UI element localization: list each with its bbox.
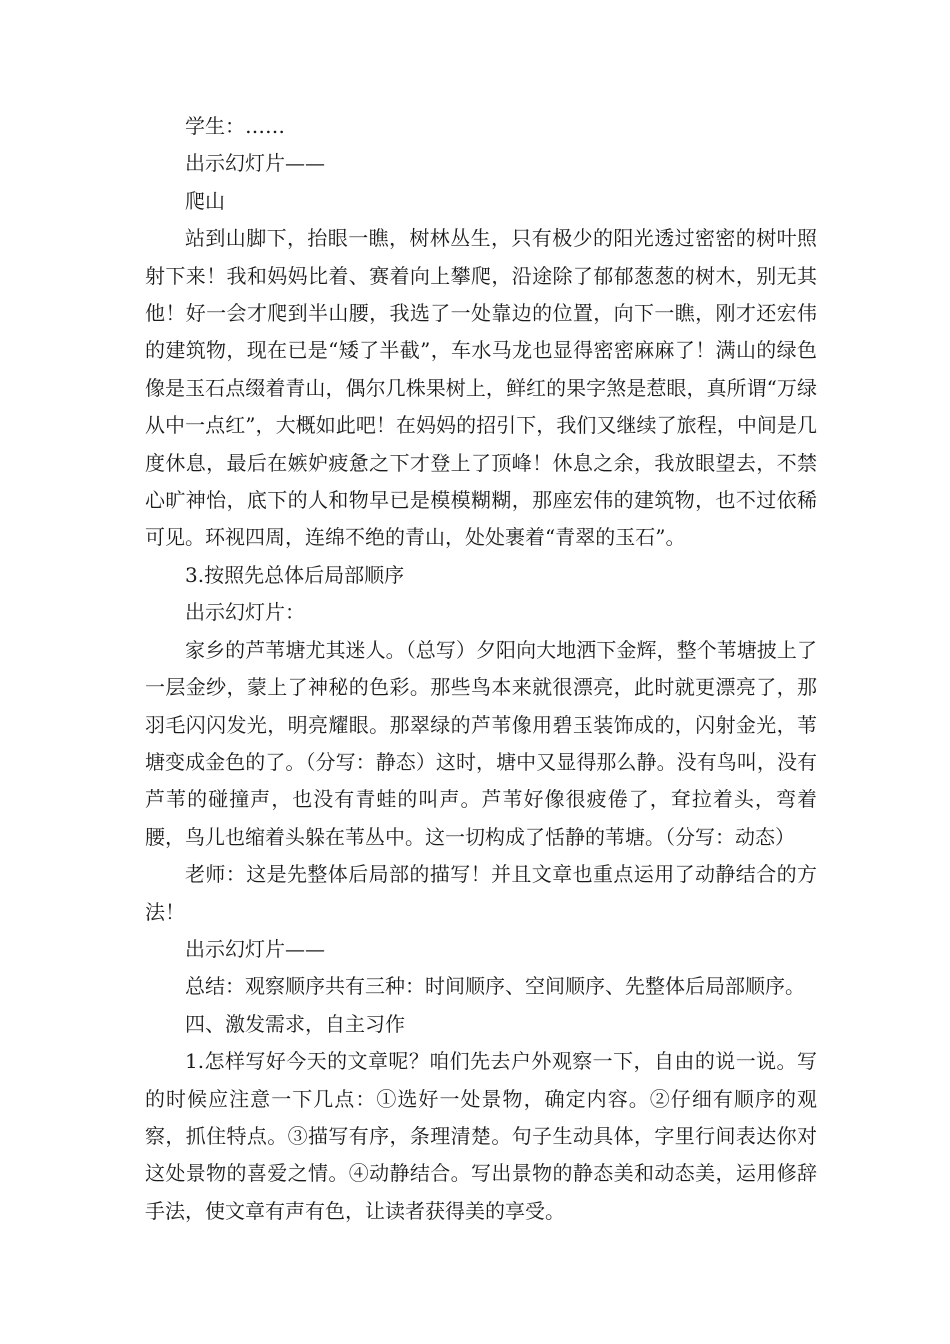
paragraph-writing-tips: 1.怎样写好今天的文章呢？咱们先去户外观察一下，自由的说一说。写的时候应注意一下几点：①选好一处景物，确定内容。②仔细有顺序的观察，抓住特点。③描写有序，条理清楚。句子生动具体，字里行间表达你对这处景物的喜爱之情。④动静结合。写出景物的静态美和动态美，运用修辞手法，使文章有声有色，让读者获得美的享受。 xyxy=(145,1049,817,1223)
paragraph-slide-cue-3: 出示幻灯片—— xyxy=(185,936,325,961)
paragraph-section-heading-4: 四、激发需求，自主习作 xyxy=(185,1011,405,1036)
paragraph-essay-title: 爬山 xyxy=(185,188,225,213)
paragraph-section-heading-3: 3.按照先总体后局部顺序 xyxy=(185,562,405,587)
document-body xyxy=(145,108,817,1230)
paragraph-teacher-comment: 老师：这是先整体后局部的描写！并且文章也重点运用了动静结合的方法！ xyxy=(145,862,817,924)
paragraph-student-reply: 学生：…… xyxy=(185,114,285,138)
paragraph-slide-cue-1: 出示幻灯片—— xyxy=(185,151,325,176)
paragraph-summary: 总结：观察顺序共有三种：时间顺序、空间顺序、先整体后局部顺序。 xyxy=(185,974,805,999)
paragraph-essay-climbing: 站到山脚下，抬眼一瞧，树林丛生，只有极少的阳光透过密密的树叶照射下来！我和妈妈比着、赛着向上攀爬，沿途除了郁郁葱葱的树木，别无其他！好一会才爬到半山腰，我选了一处靠边的位置，向下一瞧，刚才还宏伟的建筑物，现在已是“矮了半截”，车水马龙也显得密密麻麻了！满山的绿色像是玉石点缀着青山，偶尔几株果树上，鲜红的果字煞是惹眼，真所谓“万绿从中一点红”，大概如此吧！在妈妈的招引下，我们又继续了旅程，中间是几度休息，最后在嫉妒疲惫之下才登上了顶峰！休息之余，我放眼望去，不禁心旷神怡，底下的人和物早已是模模糊糊，那座宏伟的建筑物，也不过依稀可见。环视四周，连绵不绝的青山，处处裹着“青翠的玉石”。 xyxy=(145,226,817,550)
paragraph-slide-cue-2: 出示幻灯片： xyxy=(185,600,305,625)
paragraph-reed-pond: 家乡的芦苇塘尤其迷人。（总写）夕阳向大地洒下金辉，整个苇塘披上了一层金纱，蒙上了神秘的色彩。那些鸟本来就很漂亮，此时就更漂亮了，那羽毛闪闪发光，明亮耀眼。那翠绿的芦苇像用碧玉装饰成的，闪射金光，苇塘变成金色的了。（分写：静态）这时，塘中又显得那么静。没有鸟叫，没有芦苇的碰撞声，也没有青蛙的叫声。芦苇好像很疲倦了，耷拉着头，弯着腰，鸟儿也缩着头躲在苇丛中。这一切构成了恬静的苇塘。（分写：动态） xyxy=(145,637,817,849)
